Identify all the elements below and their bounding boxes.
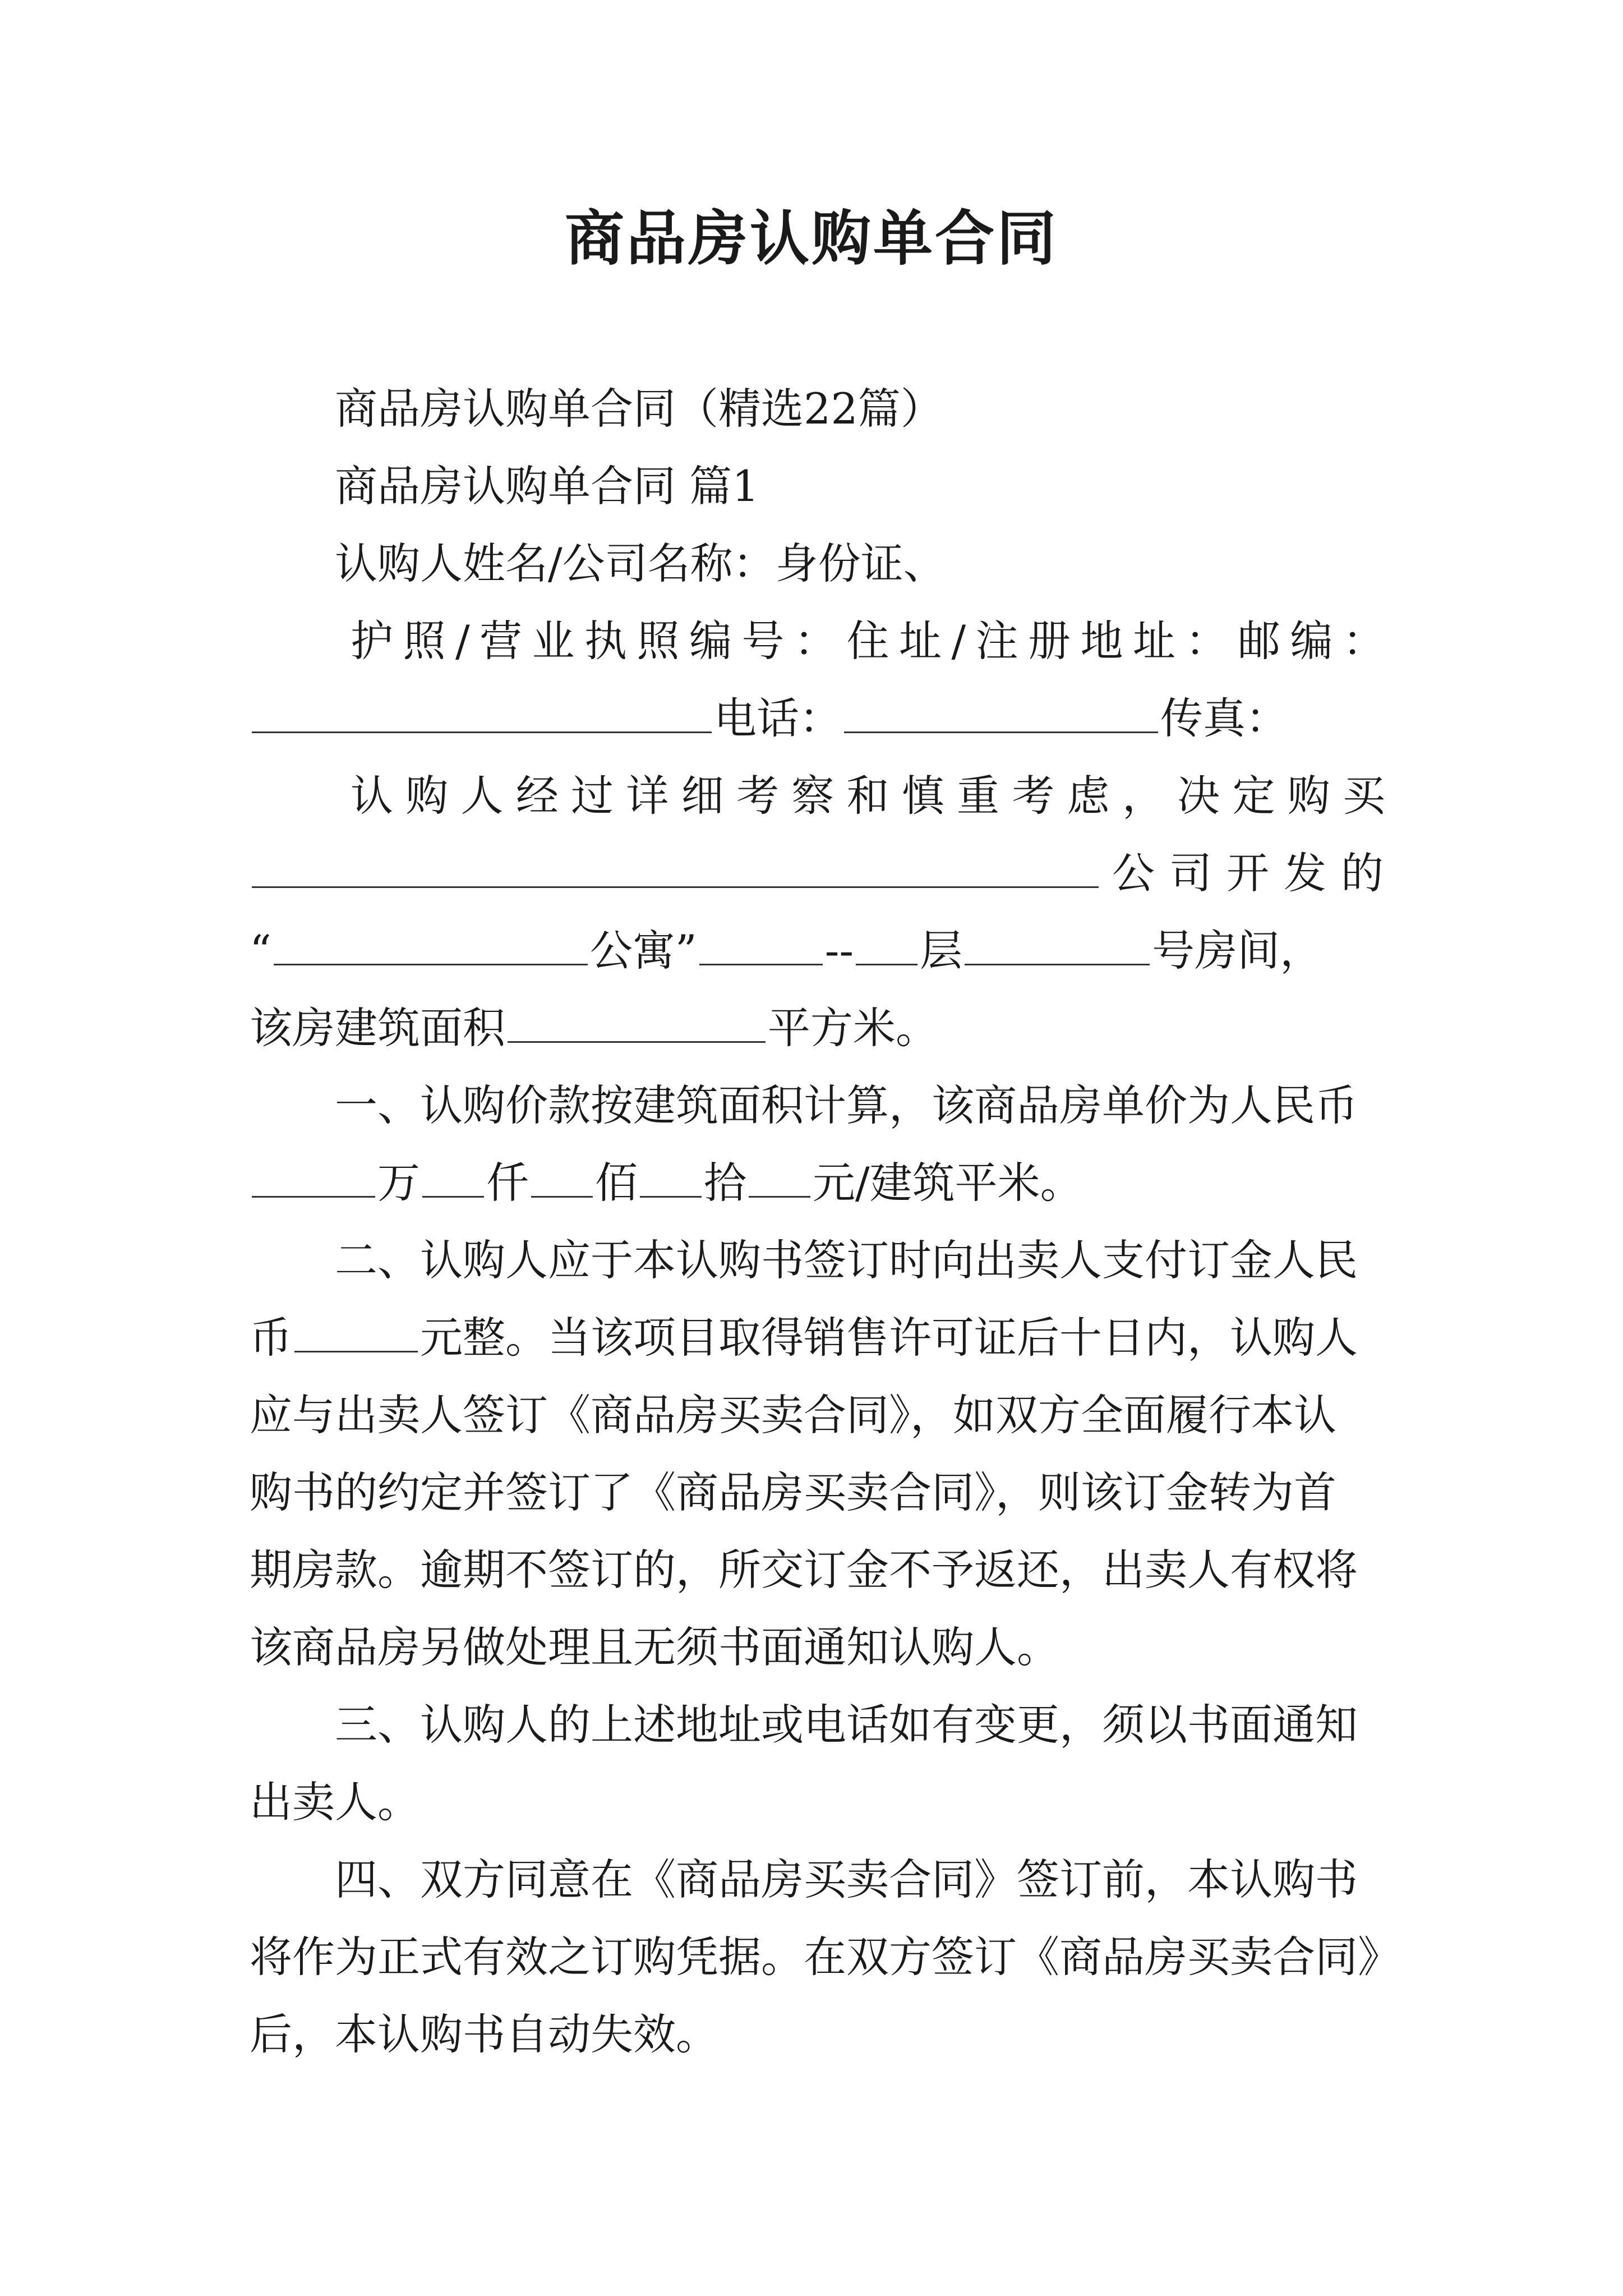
area-blank [508,1001,766,1043]
apartment-line [250,912,1385,990]
phone-label: 电话： [714,693,842,743]
qian-blank [422,1156,484,1198]
company-dev-text: 公司开发的 [1112,848,1398,898]
room-text: 号房间， [1152,926,1323,976]
company-blank [252,846,1099,888]
clause4-line1: 四、双方同意在《商品房买卖合同》签订前，本认购书 [335,1855,1358,1904]
id-address-line: 护照/营业执照编号：住址/注册地址：邮编： [351,616,1385,666]
unit-shi: 拾 [704,1158,746,1208]
clause2-line2 [250,1299,1385,1377]
document-title: 商品房认购单合同 [565,203,1058,273]
apartment-blank [274,923,588,965]
dash-text: -- [824,926,854,976]
phone-blank [844,691,1158,733]
clause4-line3: 后，本认购书自动失效。 [250,2009,718,2059]
clause3-line2: 出卖人。 [250,1777,420,1827]
apartment-text: 公寓” [589,926,697,976]
clause2-line5: 期房款。逾期不签订的，所交订金不予返还，出卖人有权将 [250,1545,1358,1595]
buyer-name-line: 认购人姓名/公司名称：身份证、 [335,539,946,588]
unit-bai: 佰 [595,1158,638,1208]
area-line [250,990,1385,1067]
bai-blank [531,1156,593,1198]
clause2-line3: 应与出卖人签订《商品房买卖合同》，如双方全面履行本认 [250,1390,1336,1440]
intro-line: 认购人经过详细考察和慎重考虑，决定购买 [351,771,1385,821]
quote-open: “ [250,926,271,976]
clause3-line1: 三、认购人的上述地址或电话如有变更，须以书面通知 [335,1700,1358,1750]
building-blank [699,923,823,965]
unit-qian: 仟 [486,1158,529,1208]
wan-blank [252,1156,375,1198]
document-subtitle: 商品房认购单合同（精选22篇） [335,384,943,434]
unit-wan: 万 [377,1158,420,1208]
clause2-line6: 该商品房另做处理且无须书面通知认购人。 [250,1622,1059,1672]
fax-label: 传真： [1160,693,1288,743]
area-suffix: 平方米。 [768,1003,938,1053]
room-blank [965,923,1150,965]
clause2-bi: 币 [250,1313,292,1363]
deposit-blank [294,1310,418,1352]
area-prefix: 该房建筑面积 [250,1003,505,1053]
yuan-blank [749,1156,810,1198]
clause4-line2: 将作为正式有效之订购凭据。在双方签订《商品房买卖合同》 [250,1932,1400,1982]
clause1-line1: 一、认购价款按建筑面积计算，该商品房单价为人民币 [335,1080,1358,1130]
clause2-line1: 二、认购人应于本认购书签订时向出卖人支付订金人民 [335,1235,1358,1285]
document-body [250,370,1400,2073]
clause1-line2 [250,1144,1385,1222]
section-heading: 商品房认购单合同 篇1 [335,461,759,511]
floor-blank [856,923,917,965]
postcode-blank [252,691,712,733]
shi-blank [640,1156,702,1198]
unit-yuan-per: 元/建筑平米。 [813,1158,1083,1208]
clause2-line2-rest: 元整。当该项目取得销售许可证后十日内，认购人 [420,1313,1358,1363]
phone-fax-line [250,680,1385,757]
floor-text: 层 [920,926,963,976]
clause2-line4: 购书的约定并签订了《商品房买卖合同》，则该订金转为首 [250,1467,1336,1517]
company-line [250,835,1398,912]
